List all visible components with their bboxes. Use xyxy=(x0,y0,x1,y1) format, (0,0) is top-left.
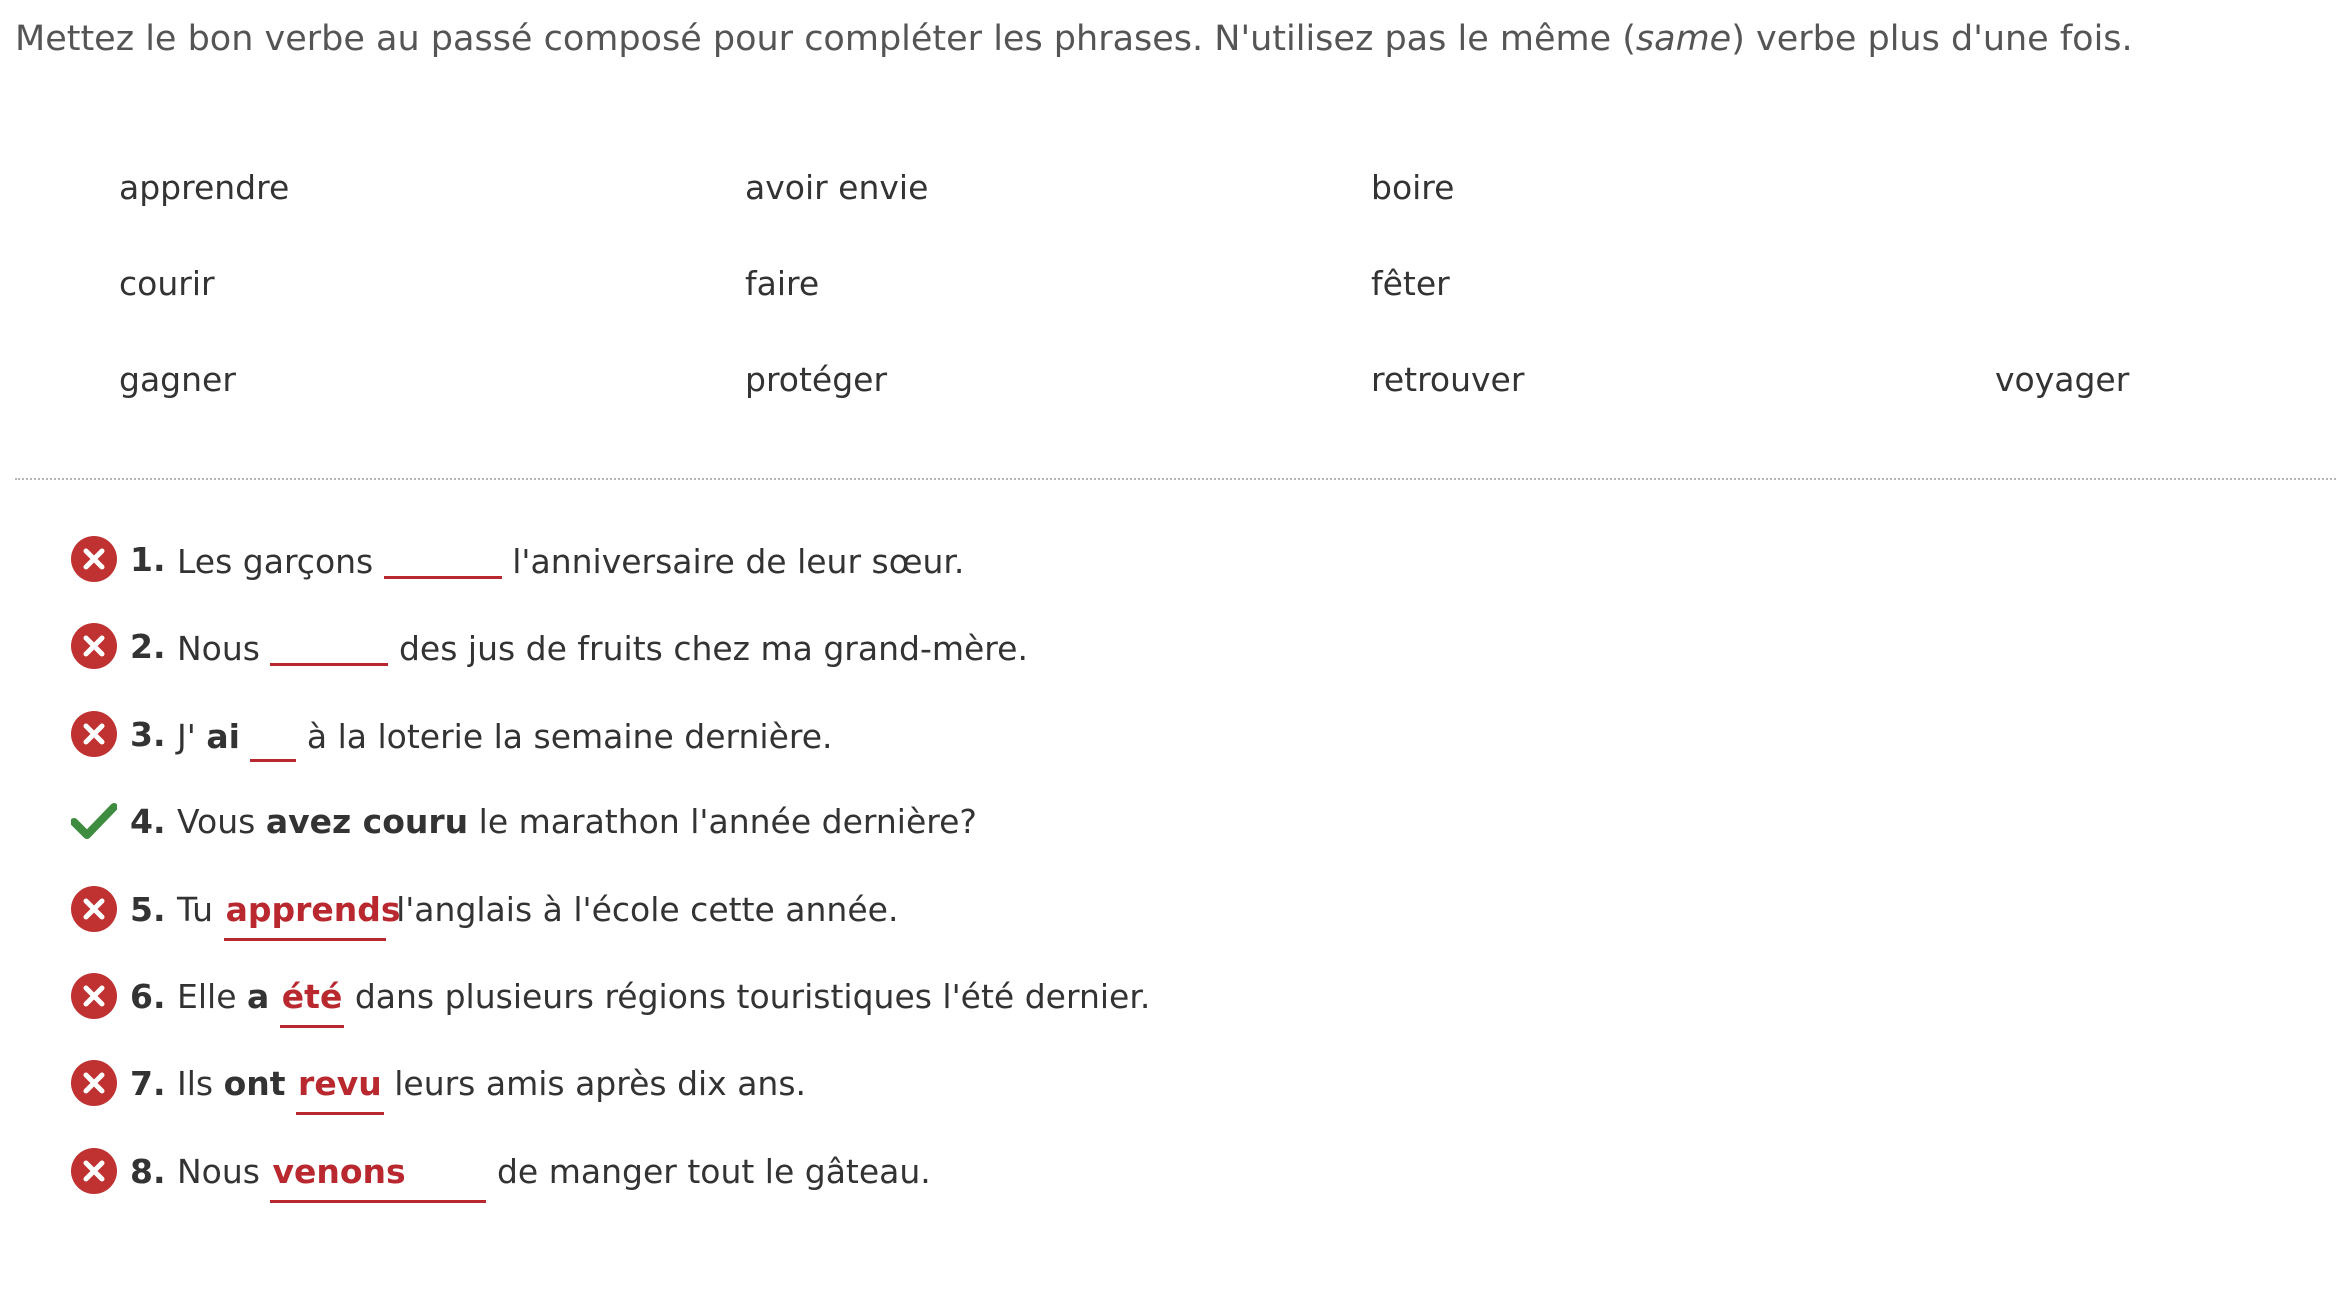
sentence-suffix: de manger tout le gâteau. xyxy=(496,1152,931,1191)
question-sentence xyxy=(177,792,977,852)
sentence-prefix: Tu xyxy=(177,890,214,929)
word-bank-item: fêter xyxy=(1371,264,1450,303)
answer-blank[interactable] xyxy=(270,623,388,666)
sentence-suffix: des jus de fruits chez ma grand-mère. xyxy=(398,629,1028,668)
sentence-prefix: J' xyxy=(177,717,196,756)
question-number: 7. xyxy=(130,1064,166,1103)
auxiliary-verb: ai xyxy=(206,717,240,756)
question-sentence xyxy=(177,1054,806,1115)
question-row xyxy=(0,705,2336,765)
question-row xyxy=(0,880,2336,940)
answer-field[interactable]: venons xyxy=(270,1150,486,1203)
question-row xyxy=(0,617,2336,677)
x-circle-icon xyxy=(71,886,117,932)
sentence-suffix: à la loterie la semaine dernière. xyxy=(306,717,833,756)
question-number: 5. xyxy=(130,890,166,929)
x-circle-icon xyxy=(71,1148,117,1194)
x-circle-icon xyxy=(71,711,117,757)
word-bank-item: apprendre xyxy=(119,168,290,207)
question-number: 1. xyxy=(130,540,166,579)
sentence-prefix: Nous xyxy=(177,629,260,668)
question-number: 8. xyxy=(130,1152,166,1191)
auxiliary-verb: ont xyxy=(223,1064,286,1103)
answer-blank[interactable] xyxy=(384,536,502,579)
question-row xyxy=(0,792,2336,852)
sentence-prefix: Vous xyxy=(177,802,256,841)
question-sentence xyxy=(177,880,898,941)
question-number: 2. xyxy=(130,627,166,666)
question-number: 6. xyxy=(130,977,166,1016)
instructions-emphasis: same xyxy=(1635,19,1732,59)
answer-field[interactable]: été xyxy=(280,975,345,1028)
sentence-suffix: leurs amis après dix ans. xyxy=(394,1064,807,1103)
question-number: 3. xyxy=(130,715,166,754)
question-sentence xyxy=(177,617,1028,679)
correct-answer: avez couru xyxy=(265,802,469,841)
auxiliary-verb: a xyxy=(247,977,270,1016)
answer-blank[interactable] xyxy=(250,719,296,762)
instructions-text-end: ) verbe plus d'une fois. xyxy=(1731,19,2133,59)
word-bank xyxy=(0,0,2336,420)
dotted-divider xyxy=(15,478,2336,480)
question-sentence xyxy=(177,967,1150,1028)
question-row xyxy=(0,530,2336,590)
sentence-suffix: l'anniversaire de leur sœur. xyxy=(512,542,965,581)
word-bank-item: boire xyxy=(1371,168,1455,207)
sentence-prefix: Elle xyxy=(177,977,237,1016)
instructions-text: Mettez le bon verbe au passé composé pour compléter les phrases. N'utilisez pas le même ( xyxy=(15,19,1636,59)
word-bank-item: voyager xyxy=(1995,360,2130,399)
x-circle-icon xyxy=(71,623,117,669)
word-bank-item: avoir envie xyxy=(745,168,929,207)
question-sentence xyxy=(177,1142,931,1203)
x-circle-icon xyxy=(71,536,117,582)
sentence-prefix: Ils xyxy=(177,1064,214,1103)
x-circle-icon xyxy=(71,973,117,1019)
sentence-suffix: le marathon l'année dernière? xyxy=(478,802,977,841)
sentence-prefix: Les garçons xyxy=(177,542,374,581)
question-number: 4. xyxy=(130,802,166,841)
question-row xyxy=(0,1142,2336,1202)
word-bank-item: courir xyxy=(119,264,215,303)
checkmark-icon xyxy=(71,798,117,844)
question-sentence xyxy=(177,530,964,592)
question-row xyxy=(0,1054,2336,1114)
x-circle-icon xyxy=(71,1060,117,1106)
word-bank-item: gagner xyxy=(119,360,236,399)
answer-field[interactable]: apprends xyxy=(224,888,386,941)
word-bank-item: faire xyxy=(745,264,820,303)
sentence-suffix: l'anglais à l'école cette année. xyxy=(396,890,899,929)
sentence-prefix: Nous xyxy=(177,1152,260,1191)
question-row xyxy=(0,967,2336,1027)
word-bank-item: retrouver xyxy=(1371,360,1525,399)
answer-field[interactable]: revu xyxy=(296,1062,384,1115)
question-sentence xyxy=(177,705,833,767)
sentence-suffix: dans plusieurs régions touristiques l'été dernier. xyxy=(354,977,1151,1016)
word-bank-item: protéger xyxy=(745,360,888,399)
